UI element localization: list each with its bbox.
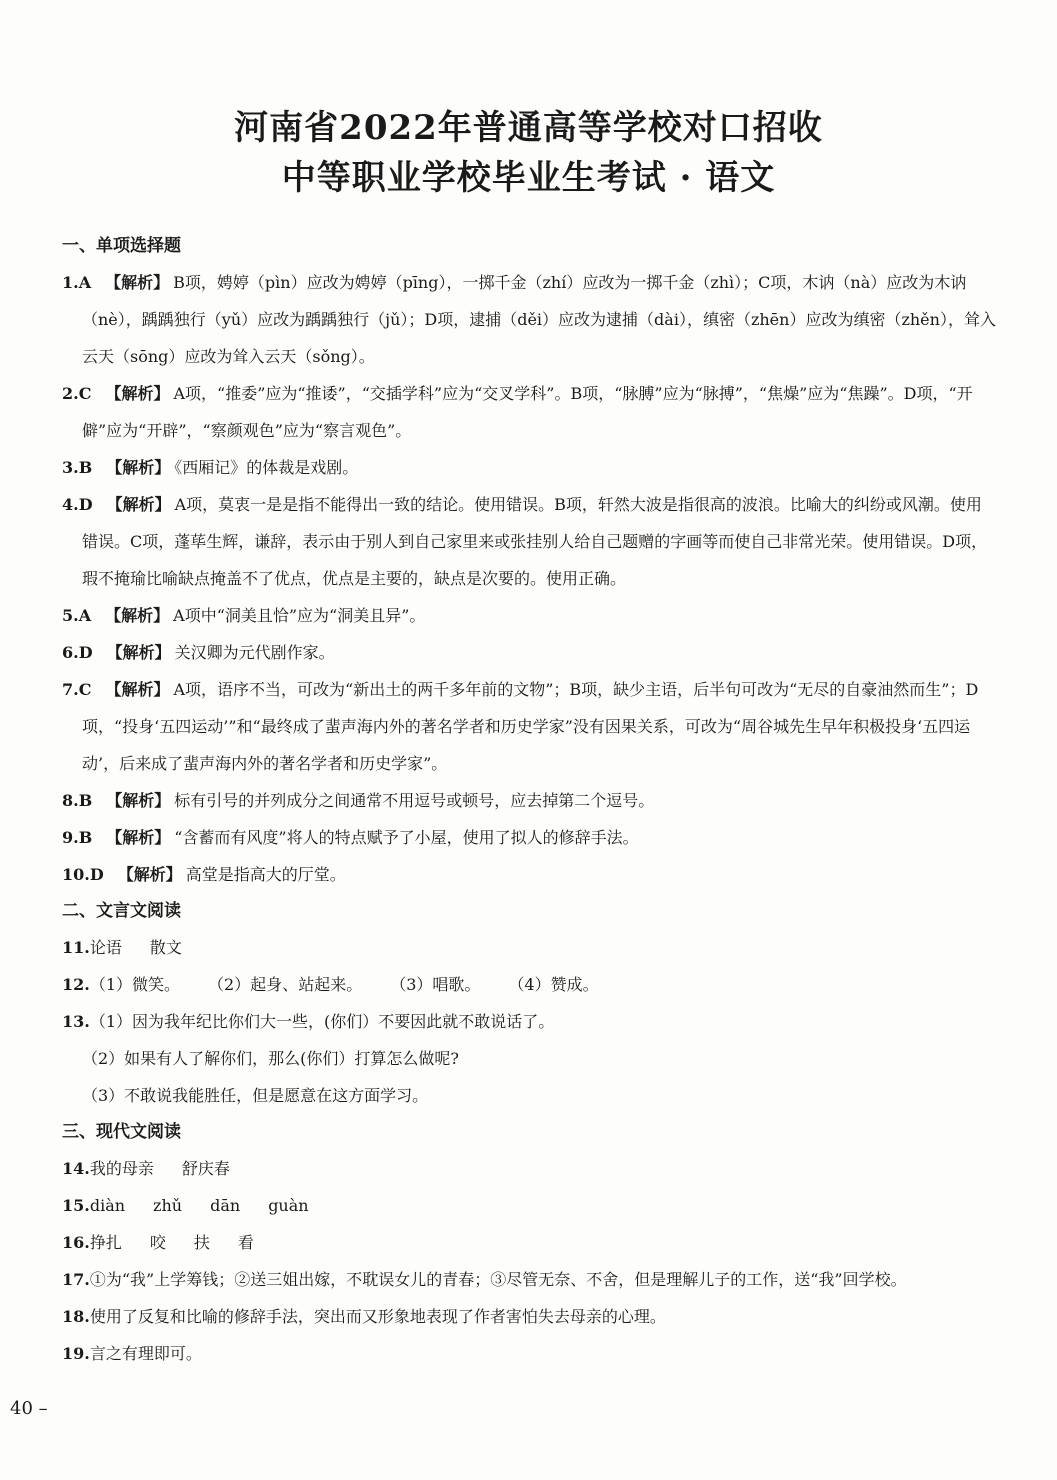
answer-2 — [62, 375, 997, 449]
answer-text: “含蓄而有风度”将人的特点赋予了小屋，使用了拟人的修辞手法。 — [174, 828, 639, 847]
answer-13-part2: （2）如果有人了解你们，那么(你们）打算怎么做呢? — [82, 1049, 460, 1068]
answer-14 — [62, 1150, 997, 1187]
answer-number: 15. — [62, 1196, 90, 1215]
answer-text: ①为“我”上学筹钱；②送三姐出嫁，不耽误女儿的青春；③尽管无奈、不舍，但是理解儿子的工作，送“我”回学校。 — [89, 1270, 907, 1289]
analysis-tag: 【解析】 — [105, 606, 170, 625]
answer-9 — [62, 819, 997, 856]
answer-part: （4）赞成。 — [508, 975, 599, 994]
answer-13-part3: （3）不敢说我能胜任，但是愿意在这方面学习。 — [82, 1086, 429, 1105]
answer-text: 标有引号的并列成分之间通常不用逗号或顿号，应去掉第二个逗号。 — [174, 791, 655, 810]
answer-text: A项，莫衷一是是指不能得出一致的结论。使用错误。B项，轩然大波是指很高的波浪。比喻大的纠纷或风潮。使用错误。C项，蓬荜生辉，谦辞，表示由于别人到自己家里来或张挂别人给自己题赠的字画等而使自己非常光荣。使用错误。D项，瑕不掩瑜比喻缺点掩盖不了优点，优点是主要的，缺点是次要的。使用正确。 — [82, 495, 988, 588]
answer-18 — [62, 1298, 997, 1335]
answer-number: 7.C — [62, 680, 92, 699]
answer-13 — [62, 1003, 997, 1040]
analysis-tag: 【解析】 — [106, 791, 171, 810]
answer-7 — [62, 671, 997, 782]
answer-part: 散文 — [149, 938, 182, 957]
answer-16 — [62, 1224, 997, 1261]
answer-part: 舒庆春 — [181, 1159, 230, 1178]
answer-4 — [62, 486, 997, 597]
answer-text: 使用了反复和比喻的修辞手法，突出而又形象地表现了作者害怕失去母亲的心理。 — [89, 1307, 666, 1326]
answer-text: A项，语序不当，可改为“新出土的两千多年前的文物”；B项，缺少主语，后半句可改为“无尽的自豪油然而生”；D项，“投身‘五四运动’”和“最终成了蜚声海内外的著名学者和历史学家”没有因果关系，可改为“周谷城先生早年积极投身‘五四运动’，后来成了蜚声海内外的著名学者和历史学家”。 — [82, 680, 979, 773]
answer-number: 12. — [62, 975, 90, 994]
answer-text: 言之有理即可。 — [89, 1344, 202, 1363]
analysis-tag: 【解析】 — [106, 458, 171, 477]
answer-part: 咬 — [149, 1233, 166, 1252]
answer-part: （1）微笑。 — [89, 975, 181, 994]
answer-text: A项中“洞美且恰”应为“洞美且异”。 — [173, 606, 426, 625]
answer-part: 挣扎 — [89, 1233, 122, 1252]
page-title-line1: 河南省2022年普通高等学校对口招收 — [234, 108, 823, 148]
answer-text: B项，娉婷（pìn）应改为娉婷（pīng），一掷千金（zhí）应改为一掷千金（zhì）；C项，木讷（nà）应改为木讷（nè），踽踽独行（yǔ）应改为踽踽独行（jǔ）；D项，逮捕（děi）应改为逮捕（dài），缜密（zhēn）应改为缜密（zhěn），耸入云天（sōng）应改为耸入云天（sǒng）。 — [82, 273, 996, 366]
answer-number: 13. — [62, 1012, 90, 1031]
answer-number: 10.D — [62, 865, 104, 884]
answer-text: A项，“推委”应为“推诿”，“交插学科”应为“交叉学科”。B项，“脉膊”应为“脉搏”，“焦燥”应为“焦躁”。D项，“开僻”应为“开辟”，“察颜观色”应为“察言观色”。 — [82, 384, 973, 440]
answer-part: diàn — [89, 1196, 126, 1215]
analysis-tag: 【解析】 — [106, 828, 171, 847]
answer-number: 6.D — [62, 643, 93, 662]
answer-part: guàn — [268, 1196, 309, 1215]
answer-part: zhǔ — [153, 1196, 183, 1215]
answer-5 — [62, 597, 997, 634]
answer-content — [62, 228, 997, 1372]
analysis-tag: 【解析】 — [105, 273, 170, 292]
answer-number: 19. — [62, 1344, 90, 1363]
analysis-tag: 【解析】 — [117, 865, 182, 884]
answer-number: 5.A — [62, 606, 92, 625]
section-heading-modern-reading: 三、现代文阅读 — [62, 1122, 181, 1142]
analysis-tag: 【解析】 — [106, 643, 171, 662]
answer-text: 《西厢记》的体裁是戏剧。 — [174, 458, 359, 477]
answer-text: 关汉卿为元代剧作家。 — [174, 643, 335, 662]
section-heading-classical-reading: 二、文言文阅读 — [62, 901, 181, 921]
section-heading-single-choice: 一、单项选择题 — [62, 236, 181, 256]
answer-number: 2.C — [62, 384, 92, 403]
answer-part: 看 — [237, 1233, 254, 1252]
answer-part: （3）唱歌。 — [390, 975, 481, 994]
answer-15 — [62, 1187, 997, 1224]
analysis-tag: 【解析】 — [105, 680, 170, 699]
answer-part: （1）因为我年纪比你们大一些，(你们）不要因此就不敢说话了。 — [89, 1012, 555, 1031]
answer-11 — [62, 929, 997, 966]
answer-number: 17. — [62, 1270, 90, 1289]
answer-1 — [62, 264, 997, 375]
analysis-tag: 【解析】 — [106, 495, 171, 514]
page-number: 40 – — [10, 1398, 48, 1419]
answer-10 — [62, 856, 997, 893]
answer-part: 扶 — [193, 1233, 210, 1252]
answer-text: 高堂是指高大的厅堂。 — [185, 865, 346, 884]
answer-number: 8.B — [62, 791, 93, 810]
answer-part: 我的母亲 — [89, 1159, 154, 1178]
answer-12 — [62, 966, 997, 1003]
answer-number: 4.D — [62, 495, 93, 514]
analysis-tag: 【解析】 — [105, 384, 170, 403]
answer-part: dān — [210, 1196, 241, 1215]
page-title-line2: 中等职业学校毕业生考试 · 语文 — [281, 158, 776, 198]
answer-3 — [62, 449, 997, 486]
answer-number: 18. — [62, 1307, 90, 1326]
answer-number: 11. — [62, 938, 90, 957]
answer-part: 论语 — [89, 938, 122, 957]
answer-6 — [62, 634, 997, 671]
answer-number: 9.B — [62, 828, 93, 847]
answer-number: 3.B — [62, 458, 93, 477]
answer-number: 14. — [62, 1159, 90, 1178]
answer-part: （2）起身、站起来。 — [208, 975, 363, 994]
answer-number: 1.A — [62, 273, 92, 292]
answer-number: 16. — [62, 1233, 90, 1252]
answer-17 — [62, 1261, 997, 1298]
answer-8 — [62, 782, 997, 819]
answer-19 — [62, 1335, 997, 1372]
